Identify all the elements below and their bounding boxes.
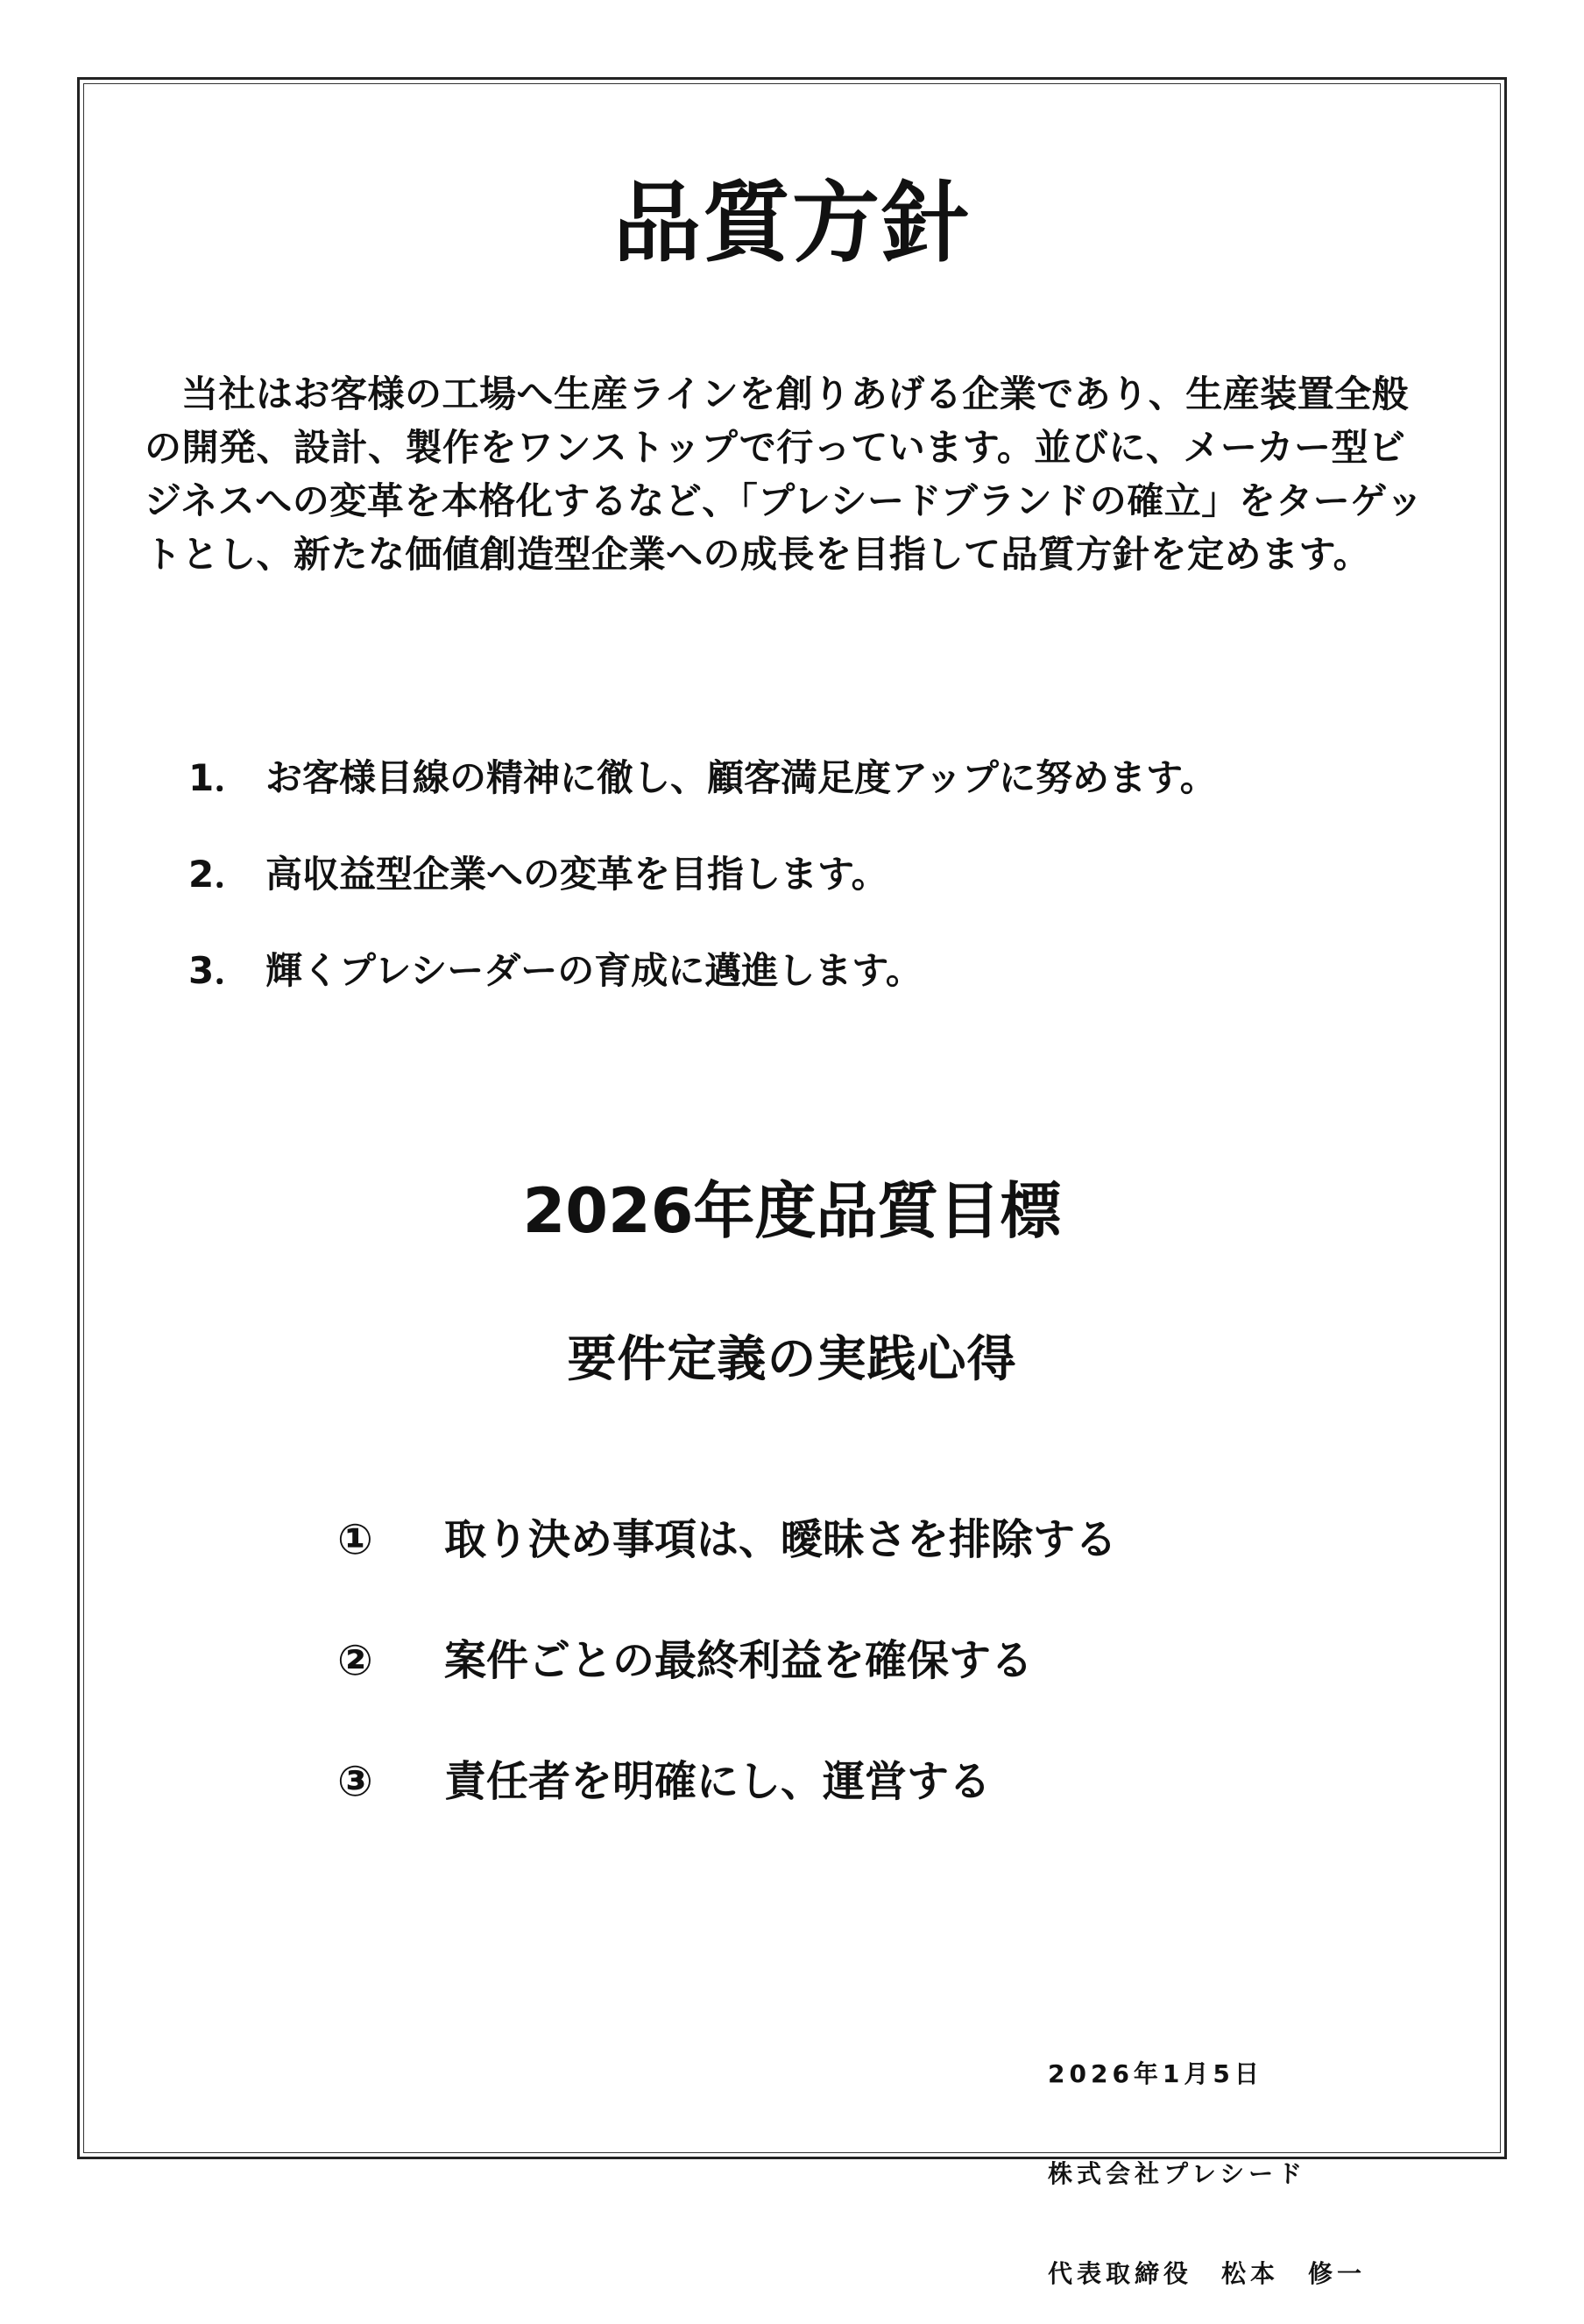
goal-text: 案件ごとの最終利益を確保する — [444, 1636, 1034, 1685]
policy-item — [188, 945, 1217, 1041]
goal-item — [337, 1509, 1117, 1630]
goal-text: 取り決め事項は、曖昧さを排除する — [444, 1515, 1118, 1564]
policy-number: 1． — [188, 756, 251, 799]
goals-title: 2026年度品質目標 — [522, 1175, 1062, 1247]
policy-item — [188, 848, 1217, 945]
signature-date: 2026年1月5日 — [1048, 2059, 1263, 2088]
policy-number: 3． — [188, 949, 251, 992]
intro-paragraph: 当社はお客様の工場へ生産ラインを創りあげる企業であり、生産装置全般の開発、設計、製作をワンストップで行っています。並びに、メーカー型ビジネスへの変革を本格化するなど、「プレシードブランドの確立」をターゲットとし、新たな価値創造型企業への成長を目指して品質方針を定めます。 — [145, 372, 1424, 576]
policy-number: 2． — [188, 853, 251, 896]
goal-item — [337, 1630, 1117, 1751]
policy-text: 輝くプレシーダーの育成に邁進します。 — [265, 949, 923, 992]
policy-text: お客様目線の精神に徹し、顧客満足度アップに努めます。 — [265, 756, 1217, 799]
policy-text: 高収益型企業への変革を目指します。 — [265, 853, 888, 896]
goal-number: ① — [337, 1515, 373, 1564]
goal-text: 責任者を明確にし、運営する — [444, 1757, 992, 1806]
goal-number: ② — [337, 1636, 373, 1685]
quality-goal-list — [337, 1509, 1117, 1872]
signature-company: 株式会社プレシード — [1048, 2159, 1307, 2188]
policy-item — [188, 752, 1217, 848]
document-title: 品質方針 — [613, 172, 971, 274]
signature-block — [1048, 1991, 1366, 2324]
goal-number: ③ — [337, 1757, 373, 1806]
goal-item — [337, 1751, 1117, 1872]
signature-representative: 代表取締役 松本 修一 — [1048, 2259, 1367, 2288]
quality-policy-list — [188, 752, 1217, 1041]
goals-subtitle: 要件定義の実践心得 — [567, 1331, 1017, 1388]
